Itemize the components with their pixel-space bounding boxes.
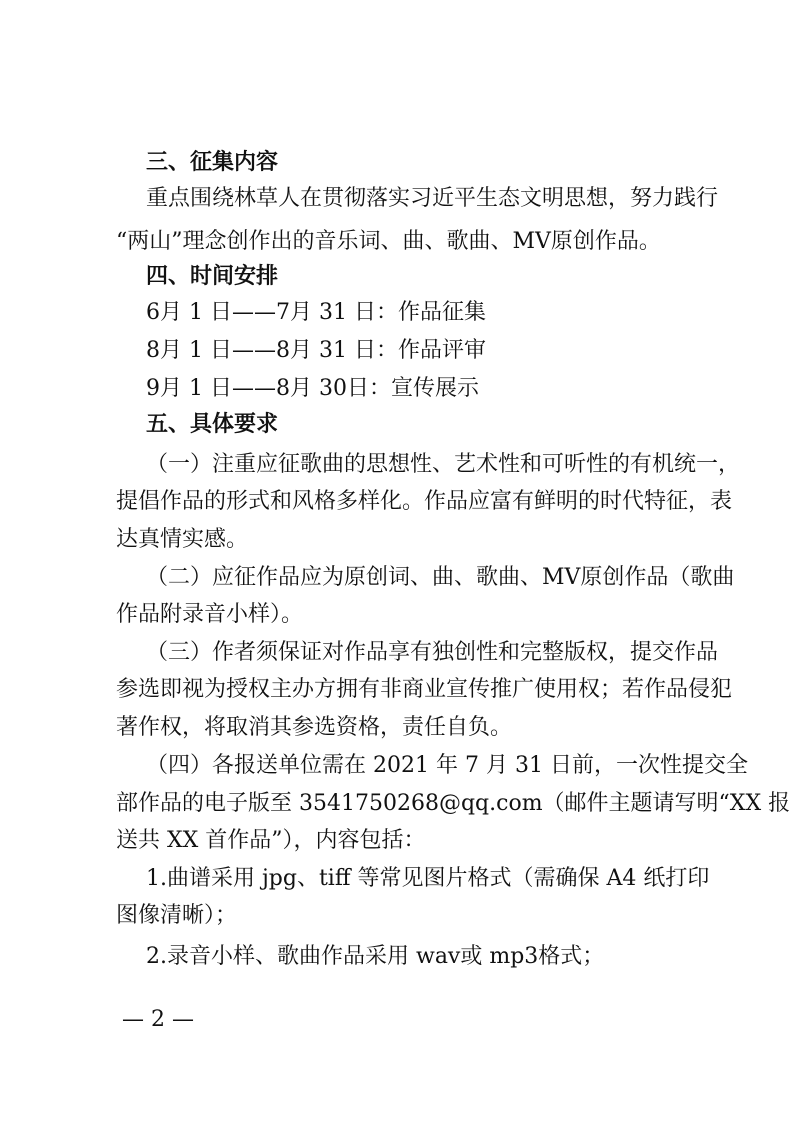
section-3-line-1: 重点围绕林草人在贯彻落实习近平生态文明思想，努力践行 [146, 186, 719, 211]
page-number: — 2 — [122, 1007, 194, 1032]
requirement-1-line: 达真情实感。 [116, 527, 249, 552]
requirement-4-line: 部作品的电子版至 3541750268@qq.com（邮件主题请写明“XX 报 [116, 791, 791, 816]
submission-item-1-line: 1.曲谱采用 jpg、tiff 等常见图片格式（需确保 A4 纸打印 [146, 866, 710, 891]
schedule-item: 6月 1 日——7月 31 日：作品征集 [146, 300, 486, 325]
requirement-2-line: （二）应征作品应为原创词、曲、歌曲、MV原创作品（歌曲 [146, 565, 735, 590]
submission-item-1-line: 图像清晰）； [116, 903, 238, 928]
requirement-3-line: （三）作者须保证对作品享有独创性和完整版权，提交作品 [146, 640, 719, 665]
submission-item-2-line: 2.录音小样、歌曲作品采用 wav或 mp3格式； [146, 944, 605, 969]
requirement-3-line: 参选即视为授权主办方拥有非商业宣传推广使用权；若作品侵犯 [116, 677, 733, 702]
section-5-heading: 五、具体要求 [146, 412, 279, 437]
requirement-2-line: 作品附录音小样）。 [116, 602, 304, 627]
section-3-line-2: “两山”理念创作出的音乐词、曲、歌曲、MV原创作品。 [116, 229, 661, 254]
requirement-1-line: 提倡作品的形式和风格多样化。作品应富有鲜明的时代特征，表 [116, 489, 733, 514]
requirement-4-line: 送共 XX 首作品”），内容包括： [116, 828, 426, 853]
schedule-item: 9月 1 日——8月 30日：宣传展示 [146, 376, 479, 401]
requirement-1-line: （一）注重应征歌曲的思想性、艺术性和可听性的有机统一， [146, 452, 741, 477]
section-3-heading: 三、征集内容 [146, 150, 279, 175]
requirement-3-line: 著作权，将取消其参选资格，责任自负。 [116, 715, 513, 740]
requirement-4-line: （四）各报送单位需在 2021 年 7 月 31 日前，一次性提交全 [146, 753, 748, 778]
schedule-item: 8月 1 日——8月 31 日：作品评审 [146, 338, 486, 363]
section-4-heading: 四、时间安排 [146, 264, 279, 289]
